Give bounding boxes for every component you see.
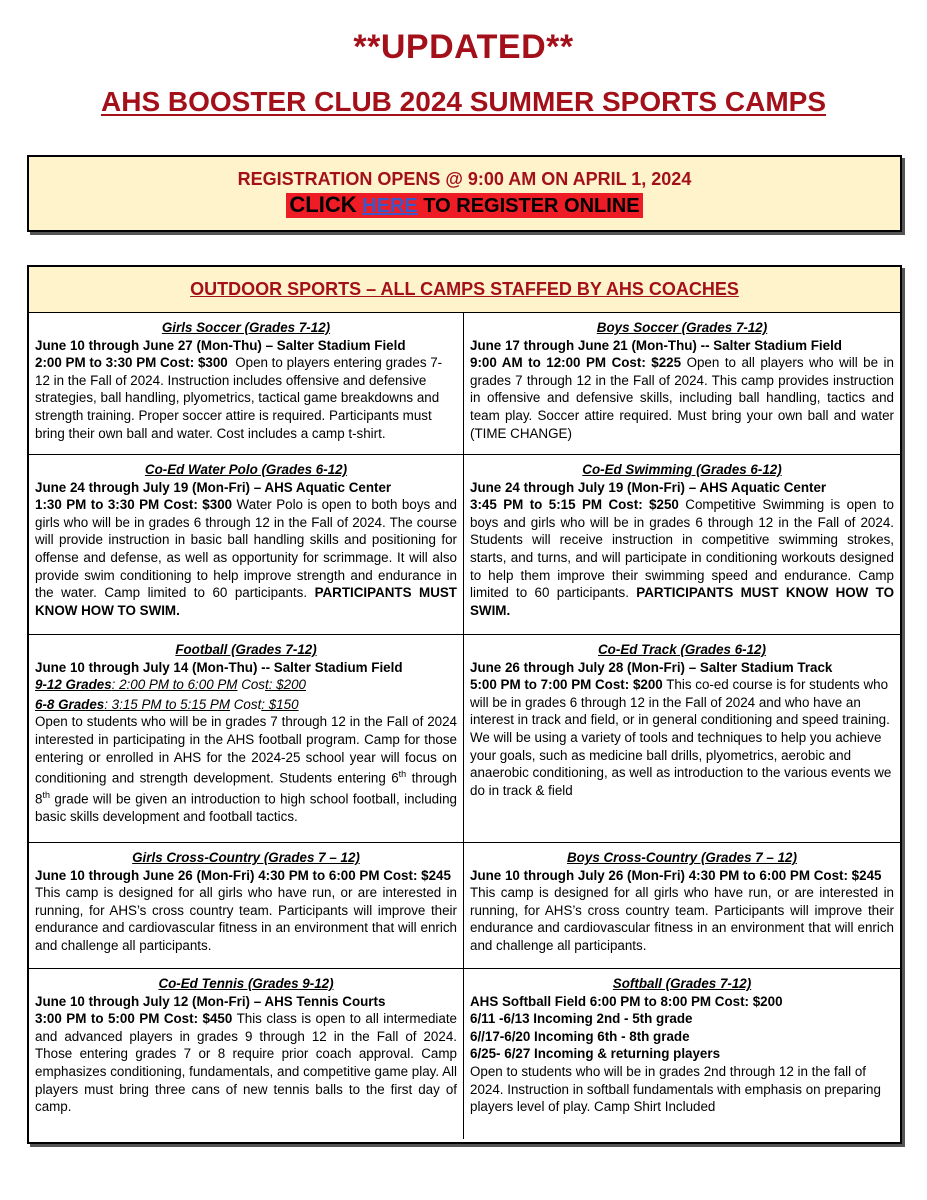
camp-title: Boys Soccer (Grades 7-12) bbox=[596, 320, 768, 335]
football-schedule-6-8: 6-8 Grades: 3:15 PM to 5:15 PM Cost: $150 bbox=[35, 696, 299, 712]
page-title: AHS BOOSTER CLUB 2024 SUMMER SPORTS CAMPS bbox=[101, 86, 826, 117]
register-online-line bbox=[286, 193, 642, 218]
camp-description: This class is open to all intermediate and advanced players in grades 9 through 12 in the Fall of 2024. Those entering grades 7 or 8 require prior coach approval. Camp emphasizes conditioning, fundamentals, and competitive game play. All players must bring three cans of new tennis balls to the first day of camp. bbox=[35, 1011, 457, 1115]
camp-title: Football (Grades 7-12) bbox=[175, 642, 317, 657]
registration-banner bbox=[27, 155, 902, 232]
camp-softball bbox=[464, 969, 900, 1139]
camp-water-polo bbox=[29, 455, 464, 635]
camp-title: Softball (Grades 7-12) bbox=[612, 976, 752, 991]
camp-dates: June 10 through June 26 (Mon-Fri) 4:30 PM to 6:00 PM Cost: $245 bbox=[35, 867, 451, 883]
register-online-text: TO REGISTER ONLINE bbox=[423, 195, 640, 217]
camp-boys-soccer bbox=[464, 313, 900, 455]
camp-dates: June 10 through June 27 (Mon-Thu) – Salter Stadium Field bbox=[35, 337, 406, 353]
camp-dates: June 24 through July 19 (Mon-Fri) – AHS Aquatic Center bbox=[470, 479, 827, 495]
camp-description: This co-ed course is for students who will be in grades 6 through 12 in the Fall of 2024 and who have an interest in track and field, or in general conditioning and speed training. We will be using a variety of tools and techniques to help you achieve your goals, such as medicine ball drills, plyometrics, aerobic and anaerobic conditioning, as well as introduction to the various events we do in track & field bbox=[470, 677, 892, 798]
camp-time-cost: 3:45 PM to 5:15 PM Cost: $250 bbox=[470, 497, 679, 513]
camp-dates: June 10 through July 12 (Mon-Fri) – AHS Tennis Courts bbox=[35, 993, 386, 1009]
camp-tennis bbox=[29, 969, 464, 1139]
camp-description: Open to students who will be in grades 2nd through 12 in the fall of 2024. Instruction in softball fundamentals with emphasis on preparing players level of play. Camp Shirt Included bbox=[470, 1063, 881, 1115]
camp-title: Boys Cross-Country (Grades 7 – 12) bbox=[567, 850, 797, 865]
camps-table bbox=[27, 265, 902, 1144]
camp-title: Girls Cross-Country (Grades 7 – 12) bbox=[132, 850, 360, 865]
camp-description: Open to all players who will be in grades 7 through 12 in the Fall of 2024. This camp provides instruction in offensive and defensive skills, including ball handling, tactics and team play. Soccer attire required. Must bring your own ball and water (TIME CHANGE) bbox=[470, 355, 894, 441]
camp-boys-cross-country bbox=[464, 843, 900, 969]
camp-title: Girls Soccer (Grades 7-12) bbox=[161, 320, 331, 335]
softball-session: 6//17-6/20 Incoming 6th - 8th grade bbox=[470, 1028, 690, 1044]
camp-swimming bbox=[464, 455, 900, 635]
camp-title: Co-Ed Tennis (Grades 9-12) bbox=[158, 976, 334, 991]
camp-dates: June 26 through July 28 (Mon-Fri) – Salter Stadium Track bbox=[470, 659, 833, 675]
camp-description: This camp is designed for all girls who have run, or are interested in running, for AHS’s cross country team. Participants will improve their endurance and cardiovascular fitness in an environment that will enrich and challenge all participants. bbox=[470, 885, 894, 953]
registration-opens-text: REGISTRATION OPENS @ 9:00 AM ON APRIL 1, 2024 bbox=[237, 169, 692, 189]
camp-track bbox=[464, 635, 900, 843]
updated-heading: **UPDATED** bbox=[353, 28, 574, 66]
register-here-link[interactable]: HERE bbox=[362, 195, 418, 217]
section-heading: OUTDOOR SPORTS – ALL CAMPS STAFFED BY AHS COACHES bbox=[29, 267, 900, 313]
camp-description: Open to students who will be in grades 7 through 12 in the Fall of 2024 interested in participating in the AHS football program. Camp for those entering or enrolled in AHS for the 2024-25 school year will focus on conditioning and strength development. Students entering 6th through 8th grade will be given an introduction to high school football, including basic skills development and football tactics. bbox=[35, 714, 457, 825]
camps-grid bbox=[29, 313, 900, 1139]
camp-dates: June 10 through July 26 (Mon-Fri) 4:30 PM to 6:00 PM Cost: $245 bbox=[470, 867, 882, 883]
camp-time-cost: 3:00 PM to 5:00 PM Cost: $450 bbox=[35, 1011, 233, 1027]
camp-title: Co-Ed Track (Grades 6-12) bbox=[598, 642, 766, 657]
camp-girls-cross-country bbox=[29, 843, 464, 969]
camp-note: PARTICIPANTS MUST KNOW HOW TO SWIM. bbox=[470, 585, 894, 618]
camp-description: Competitive Swimming is open to boys and girls who will be in grades 6 through 12 in the Fall of 2024. Students will receive instruction in competitive swimming strokes, starts, and turns, and will participate in conditioning workouts designed to help them improve their swimming speed and endurance. Camp limited to 60 participants. bbox=[470, 497, 894, 601]
camp-description: Open to players entering grades 7-12 in the Fall of 2024. Instruction includes offensive and defensive strategies, ball handling, plyometrics, tactical game breakdowns and strength training. Proper soccer attire is required. Participants must bring their own ball and water. Cost includes a camp t-shirt. bbox=[35, 355, 443, 441]
camp-title: Co-Ed Swimming (Grades 6-12) bbox=[582, 462, 782, 477]
camp-time-cost: 5:00 PM to 7:00 PM Cost: $200 bbox=[470, 677, 663, 693]
camp-description: Water Polo is open to both boys and girls who will be in grades 6 through 12 in the Fall of 2024. The course will provide instruction in basic ball handling skills and positioning for offense and defense, as well as opportunity for scrimmage. It will also provide swim conditioning to help improve strength and endurance in the water. Camp limited to 60 participants. bbox=[35, 497, 457, 601]
camp-title: Co-Ed Water Polo (Grades 6-12) bbox=[144, 462, 348, 477]
camp-time-cost: 2:00 PM to 3:30 PM Cost: $300 bbox=[35, 355, 228, 371]
football-schedule-9-12: 9-12 Grades: 2:00 PM to 6:00 PM Cost: $200 bbox=[35, 677, 306, 693]
camp-time-cost: 9:00 AM to 12:00 PM Cost: $225 bbox=[470, 355, 682, 371]
camp-dates: June 24 through July 19 (Mon-Fri) – AHS Aquatic Center bbox=[35, 479, 392, 495]
camp-location-cost: AHS Softball Field 6:00 PM to 8:00 PM Cost: $200 bbox=[470, 993, 783, 1009]
camp-note: PARTICIPANTS MUST KNOW HOW TO SWIM. bbox=[35, 585, 457, 618]
camp-football bbox=[29, 635, 464, 843]
camp-description: This camp is designed for all girls who have run, or are interested in running, for AHS’s cross country team. Participants will improve their endurance and cardiovascular fitness in an environment that will enrich and challenge all participants. bbox=[35, 885, 457, 953]
camp-dates: June 17 through June 21 (Mon-Thu) -- Salter Stadium Field bbox=[470, 337, 842, 353]
camp-dates: June 10 through July 14 (Mon-Thu) -- Salter Stadium Field bbox=[35, 659, 403, 675]
softball-session: 6/25- 6/27 Incoming & returning players bbox=[470, 1046, 721, 1062]
camp-girls-soccer bbox=[29, 313, 464, 455]
click-text: CLICK bbox=[289, 192, 357, 217]
softball-session: 6/11 -6/13 Incoming 2nd - 5th grade bbox=[470, 1011, 693, 1027]
camp-time-cost: 1:30 PM to 3:30 PM Cost: $300 bbox=[35, 497, 233, 513]
